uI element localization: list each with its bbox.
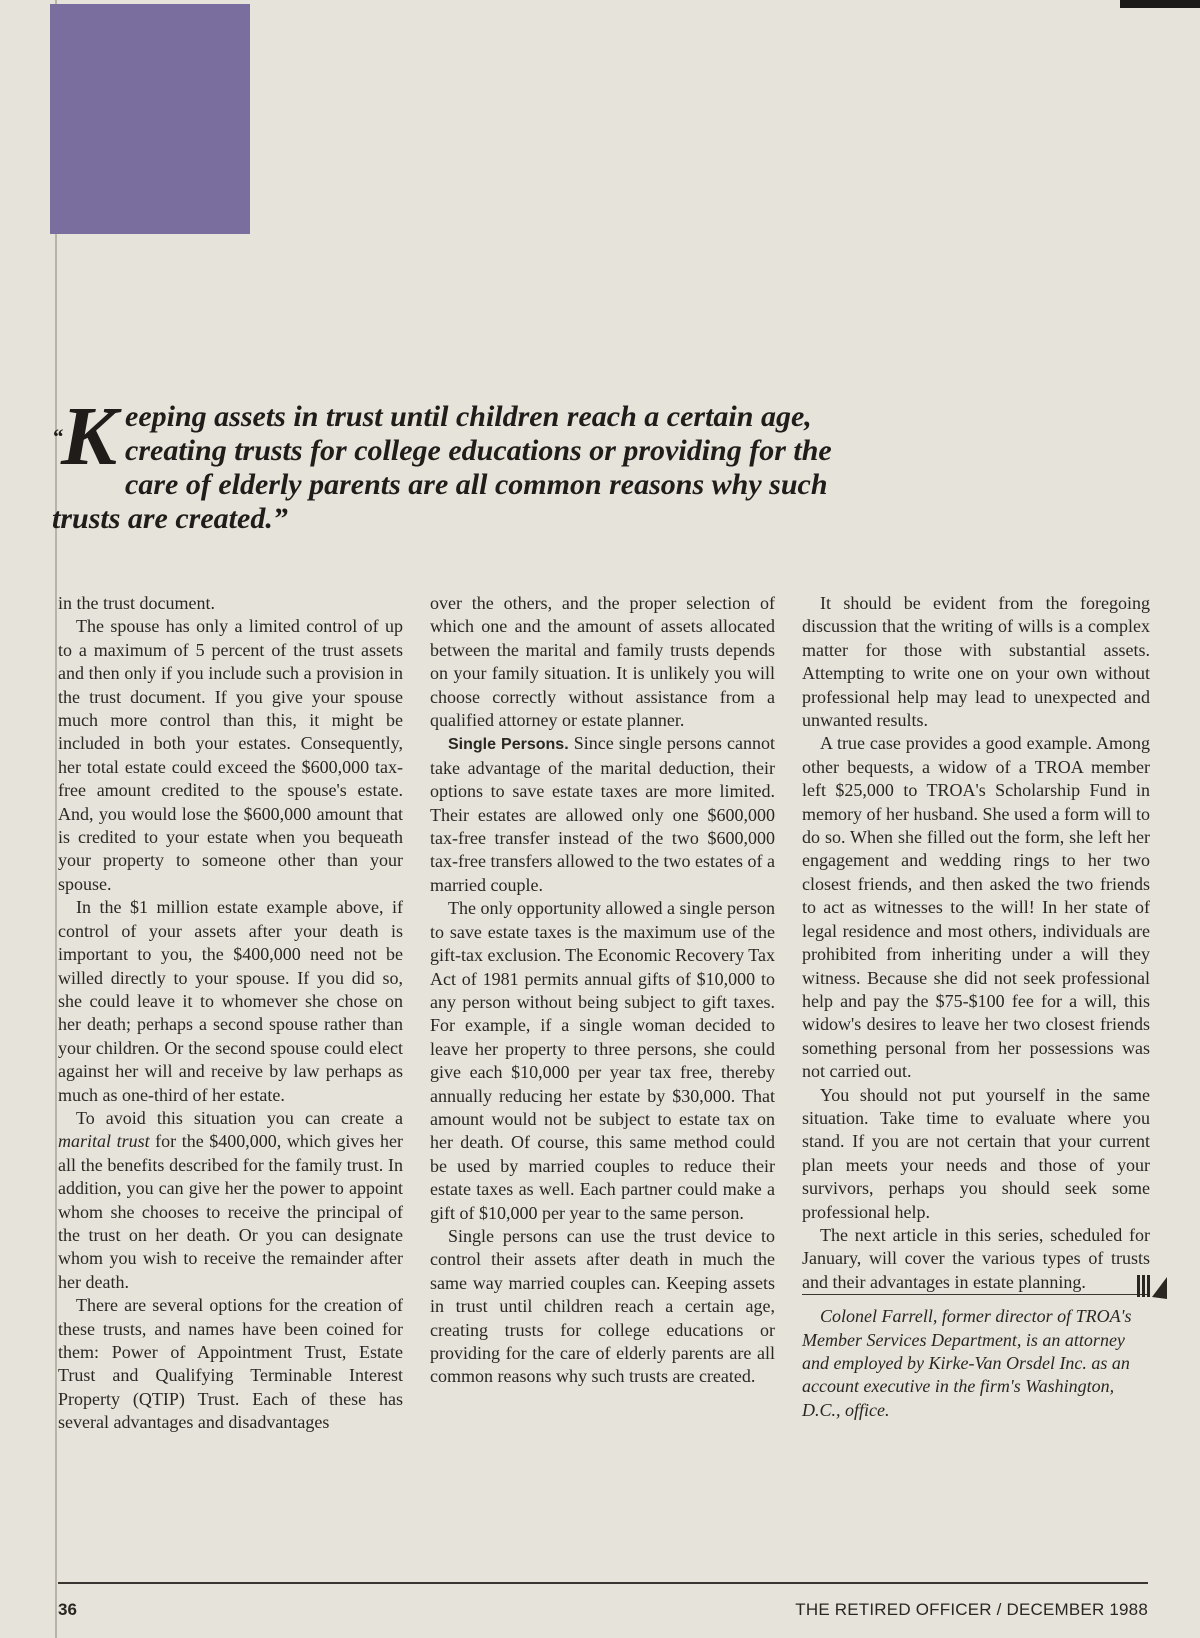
paragraph-closing xyxy=(802,1224,1150,1294)
pull-quote-drop-cap: K xyxy=(61,390,118,483)
decorative-color-block xyxy=(50,4,250,234)
page-binding-line xyxy=(55,0,57,1638)
paragraph-single-persons xyxy=(430,732,775,897)
author-credit: Colonel Farrell, former director of TROA's Member Services Department, is an attorney and employed by Kirke-Van Orsdel Inc. as an account executive in the firm's Washington, D.C., office. xyxy=(802,1294,1150,1422)
paragraph-text: Since single persons cannot take advantage of the marital deduction, their options to save estate taxes are more limited. Their estates are allowed only one $600,000 tax-free transfer instead of the two $600,000 tax-free transfers allowed to the two estates of a married couple. xyxy=(430,733,775,895)
paragraph: In the $1 million estate example above, if control of your assets after your death is important to you, the $400,000 need not be willed directly to your spouse. If you did so, she could leave it to whomever she chose on her death; perhaps a second spouse rather than your children. Or the second spouse could elect against her will and receive by law perhaps as much as one-third of her estate. xyxy=(58,897,403,1105)
pull-quote-drop-cap-group xyxy=(52,390,118,483)
paragraph-text: The next article in this series, scheduled for January, will cover the various types of trusts and their advantages in estate planning. xyxy=(802,1224,1150,1292)
paragraph: There are several options for the creation of these trusts, and names have been coined for them: Power of Appointment Trust, Estate Trust and Qualifying Terminable Interest Property (QTIP) Trust. Each of these has several advantages and disadvantages xyxy=(58,1295,403,1433)
paragraph: The spouse has only a limited control of up to a maximum of 5 percent of the trust assets and then only if you include such a provision in the trust document. If you give your spouse much more control than this, it might be included in both your estates. Consequently, her total estate could exceed the $600,000 tax-free amount credited to the spouse's estate. And, you would lose the $600,000 amount that is credited to your estate when you bequeath your property to someone other than your spouse. xyxy=(58,616,403,894)
paragraph: The only opportunity allowed a single person to save estate taxes is the maximum use of the gift-tax exclusion. The Economic Recovery Tax Act of 1981 permits annual gifts of $10,000 to any person without being subject to gift taxes. For example, if a single woman decided to leave her property to three persons, she could give each $10,000 per year tax free, thereby annually reducing her estate by $30,000. That amount would not be subject to estate tax on her death. Of course, this same method could be used by married couples to reduce their estate taxes as well. Each partner could make a gift of $10,000 per year to the same person. xyxy=(430,898,775,1223)
pull-quote-open-mark: “ xyxy=(52,424,63,449)
paragraph: in the trust document. xyxy=(58,593,215,613)
paragraph-text: for the $400,000, which gives her all the benefits described for the family trust. In addition, you can give her the power to appoint whom she chooses to receive the principal of the trust on her death. Or you can designate whom you wish to receive the remainder after her death. xyxy=(58,1131,403,1292)
footer-rule xyxy=(58,1582,1148,1584)
paragraph: A true case provides a good example. Among other bequests, a widow of a TROA member left $25,000 to TROA's Scholarship Fund in memory of her husband. She used a form will to do so. When she filled out the form, she left her engagement and wedding rings to her two closest friends, and then asked the two friends to act as witnesses to the will! In her state of legal residence and most others, individuals are prohibited from inheriting under a will they witness. Because she did not seek professional help and pay the $75-$100 fee for a will, this widow's desires to leave her two closest friends something personal from her possessions was not carried out. xyxy=(802,733,1150,1082)
pull-quote-text: eeping assets in trust until children reach a certain age, creating trusts for college educations or providing for the care of elderly parents are all common reasons why such trusts are created.” xyxy=(52,400,832,535)
page-number: 36 xyxy=(58,1600,77,1619)
paragraph: You should not put yourself in the same situation. Take time to evaluate where you stand. If you are not certain that your current plan meets your needs and those of your survivors, perhaps you should seek some professional help. xyxy=(802,1084,1150,1222)
run-in-heading: Single Persons. xyxy=(448,736,569,754)
paragraph-text: To avoid this situation you can create a xyxy=(76,1107,403,1128)
paragraph-marital-trust xyxy=(58,1107,403,1294)
article-column-2 xyxy=(430,592,775,1389)
paragraph: over the others, and the proper selection of which one and the amount of assets allocated between the marital and family trusts depends on your family situation. It is unlikely you will choose correctly without assistance from a qualified attorney or estate planner. xyxy=(430,593,775,731)
italic-term: marital trust xyxy=(58,1131,150,1152)
end-of-article-logo-icon xyxy=(1118,1273,1150,1301)
article-column-1 xyxy=(58,592,403,1435)
article-column-3 xyxy=(802,592,1150,1422)
paragraph: Single persons can use the trust device to control their assets after death in much the same way married couples can. Keeping assets in trust until children reach a certain age, creating trusts for college educations or providing for the care of elderly parents are all common reasons why such trusts are created. xyxy=(430,1225,775,1387)
paragraph: It should be evident from the foregoing discussion that the writing of wills is a complex matter for those with substantial assets. Attempting to write one on your own without professional help may lead to unexpected and unwanted results. xyxy=(802,593,1150,731)
pull-quote xyxy=(52,390,872,536)
publication-line: THE RETIRED OFFICER / DECEMBER 1988 xyxy=(795,1600,1148,1619)
corner-scan-mark xyxy=(1120,0,1200,8)
